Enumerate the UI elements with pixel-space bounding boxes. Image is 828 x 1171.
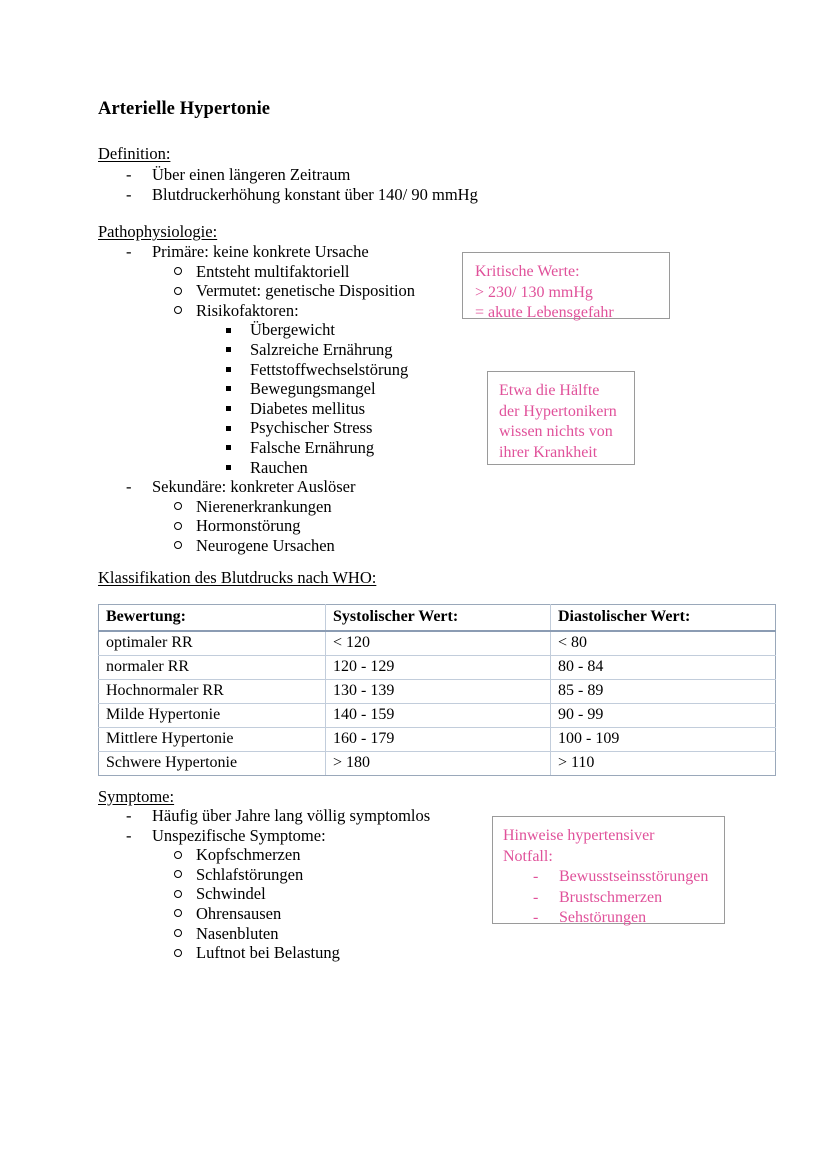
- table-header-cell: Bewertung:: [99, 605, 326, 632]
- circle-bullet-icon: [174, 845, 182, 865]
- table-cell: normaler RR: [99, 656, 326, 680]
- list-item: [98, 320, 415, 340]
- list-item: [98, 516, 415, 536]
- table-cell: < 120: [326, 631, 551, 656]
- list-item: [98, 924, 430, 944]
- table-row: [99, 680, 776, 704]
- list-item-label: Nierenerkrankungen: [196, 496, 332, 516]
- list-item-label: Hormonstörung: [196, 516, 301, 536]
- list-item-label: Salzreiche Ernährung: [250, 339, 393, 359]
- list-item: [98, 884, 430, 904]
- table-cell: 100 - 109: [551, 728, 776, 752]
- list-item: [98, 399, 415, 419]
- list-item-label: Bewegungsmangel: [250, 379, 376, 399]
- circle-bullet-icon: [174, 884, 182, 904]
- list-item: [98, 185, 478, 205]
- table-cell: > 180: [326, 752, 551, 776]
- dash-bullet-icon: -: [533, 909, 539, 926]
- who-classification-table: [98, 604, 776, 776]
- circle-bullet-icon: [174, 516, 182, 536]
- callout-line: wissen nichts von: [499, 423, 613, 440]
- callout-line: = akute Lebensgefahr: [475, 304, 614, 321]
- callout-haelfte-hypertoniker: [487, 371, 635, 465]
- dash-bullet-icon: -: [533, 868, 539, 885]
- callout-kritische-werte: [462, 252, 670, 319]
- section-heading-klassifikation: Klassifikation des Blutdrucks nach WHO:: [98, 568, 377, 587]
- list-item: [98, 845, 430, 865]
- list-item: [98, 806, 430, 826]
- list-item: [98, 340, 415, 360]
- list-item: [98, 826, 430, 846]
- list-item-label: Risikofaktoren:: [196, 300, 299, 320]
- list-item-label: Luftnot bei Belastung: [196, 943, 340, 963]
- list-item: [98, 497, 415, 517]
- list-item: [98, 418, 415, 438]
- list-item-label: Ohrensausen: [196, 903, 282, 923]
- table-row: [99, 752, 776, 776]
- dash-bullet-icon: -: [126, 825, 132, 845]
- list-item-label: Blutdruckerhöhung konstant über 140/ 90 mmHg: [152, 184, 478, 204]
- callout-list-item-label: Brustschmerzen: [559, 888, 663, 906]
- callout-line: ihrer Krankheit: [499, 443, 598, 461]
- square-bullet-icon: [226, 399, 231, 419]
- table-cell: Hochnormaler RR: [99, 680, 326, 704]
- table-cell: 130 - 139: [326, 680, 551, 704]
- list-item: [98, 865, 430, 885]
- definition-list: [98, 165, 478, 204]
- list-item: [98, 242, 415, 262]
- list-item: [98, 301, 415, 321]
- table-row: [99, 704, 776, 728]
- circle-bullet-icon: [174, 497, 182, 517]
- circle-bullet-icon: [174, 536, 182, 556]
- list-item-label: Häufig über Jahre lang völlig symptomlos: [152, 806, 431, 825]
- callout-list-item: [503, 867, 724, 888]
- dash-bullet-icon: -: [126, 477, 132, 497]
- dash-bullet-icon: -: [126, 165, 132, 184]
- table-row: [99, 656, 776, 680]
- callout-line: Etwa die Hälfte: [499, 382, 600, 399]
- square-bullet-icon: [226, 360, 231, 380]
- list-item-label: Entsteht multifaktoriell: [196, 261, 350, 281]
- table-row: [99, 728, 776, 752]
- callout-list-item-label: Bewusstseinsstörungen: [559, 868, 709, 885]
- list-item: [98, 438, 415, 458]
- pathophysiologie-list: [98, 242, 415, 556]
- table-row: [99, 631, 776, 656]
- square-bullet-icon: [226, 340, 231, 360]
- circle-bullet-icon: [174, 262, 182, 282]
- list-item-label: Unspezifische Symptome:: [152, 825, 326, 845]
- list-item: [98, 458, 415, 478]
- callout-line: Hinweise hypertensiver: [503, 827, 655, 844]
- table-header-cell: Systolischer Wert:: [326, 605, 551, 632]
- list-item-label: Kopfschmerzen: [196, 845, 301, 865]
- list-item-label: Primäre: keine konkrete Ursache: [152, 242, 369, 261]
- table-cell: 140 - 159: [326, 704, 551, 728]
- table-cell: 90 - 99: [551, 704, 776, 728]
- callout-line: Kritische Werte:: [475, 263, 580, 280]
- symptome-list: [98, 806, 430, 963]
- circle-bullet-icon: [174, 943, 182, 963]
- callout-list-item: [503, 888, 724, 909]
- callout-line: der Hypertonikern: [499, 402, 617, 420]
- table-cell: Mittlere Hypertonie: [99, 728, 326, 752]
- dash-bullet-icon: -: [126, 184, 132, 204]
- list-item: [98, 379, 415, 399]
- list-item-label: Schlafstörungen: [196, 864, 304, 884]
- callout-list-item-label: Sehstörungen: [559, 909, 647, 926]
- list-item-label: Nasenbluten: [196, 923, 279, 943]
- list-item-label: Psychischer Stress: [250, 418, 373, 438]
- page-title: Arterielle Hypertonie: [98, 99, 271, 119]
- callout-hypertensiver-notfall: [492, 816, 725, 924]
- square-bullet-icon: [226, 379, 231, 399]
- table-header-row: [99, 605, 776, 632]
- circle-bullet-icon: [174, 924, 182, 944]
- list-item: [98, 281, 415, 301]
- table-cell: Milde Hypertonie: [99, 704, 326, 728]
- list-item-label: Fettstoffwechselstörung: [250, 359, 409, 379]
- list-item-label: Schwindel: [196, 884, 266, 904]
- table-cell: 160 - 179: [326, 728, 551, 752]
- table-cell: 120 - 129: [326, 656, 551, 680]
- table-cell: 80 - 84: [551, 656, 776, 680]
- dash-bullet-icon: -: [126, 806, 132, 825]
- list-item-label: Sekundäre: konkreter Auslöser: [152, 477, 356, 497]
- list-item-label: Falsche Ernährung: [250, 437, 375, 457]
- list-item-label: Über einen längeren Zeitraum: [152, 165, 351, 184]
- list-item: [98, 477, 415, 497]
- callout-line: > 230/ 130 mmHg: [475, 283, 593, 301]
- table-cell: Schwere Hypertonie: [99, 752, 326, 776]
- table-cell: > 110: [551, 752, 776, 776]
- list-item: [98, 943, 430, 963]
- square-bullet-icon: [226, 438, 231, 458]
- list-item: [98, 165, 478, 185]
- list-item: [98, 262, 415, 282]
- circle-bullet-icon: [174, 301, 182, 321]
- list-item: [98, 536, 415, 556]
- square-bullet-icon: [226, 458, 231, 478]
- circle-bullet-icon: [174, 281, 182, 301]
- table-cell: < 80: [551, 631, 776, 656]
- section-heading-pathophysiologie: Pathophysiologie:: [98, 222, 218, 241]
- list-item-label: Übergewicht: [250, 320, 335, 340]
- list-item-label: Neurogene Ursachen: [196, 535, 335, 555]
- list-item: [98, 360, 415, 380]
- square-bullet-icon: [226, 320, 231, 340]
- circle-bullet-icon: [174, 904, 182, 924]
- callout-list-item: [503, 908, 724, 929]
- square-bullet-icon: [226, 418, 231, 438]
- circle-bullet-icon: [174, 865, 182, 885]
- list-item: [98, 904, 430, 924]
- dash-bullet-icon: -: [533, 888, 539, 906]
- table-cell: optimaler RR: [99, 631, 326, 656]
- table-cell: 85 - 89: [551, 680, 776, 704]
- section-heading-definition: Definition:: [98, 144, 171, 163]
- list-item-label: Vermutet: genetische Disposition: [196, 281, 416, 301]
- list-item-label: Rauchen: [250, 457, 308, 477]
- list-item-label: Diabetes mellitus: [250, 398, 366, 418]
- section-heading-symptome: Symptome:: [98, 787, 175, 806]
- callout-line: Notfall:: [503, 847, 553, 865]
- table-header-cell: Diastolischer Wert:: [551, 605, 776, 632]
- dash-bullet-icon: -: [126, 242, 132, 261]
